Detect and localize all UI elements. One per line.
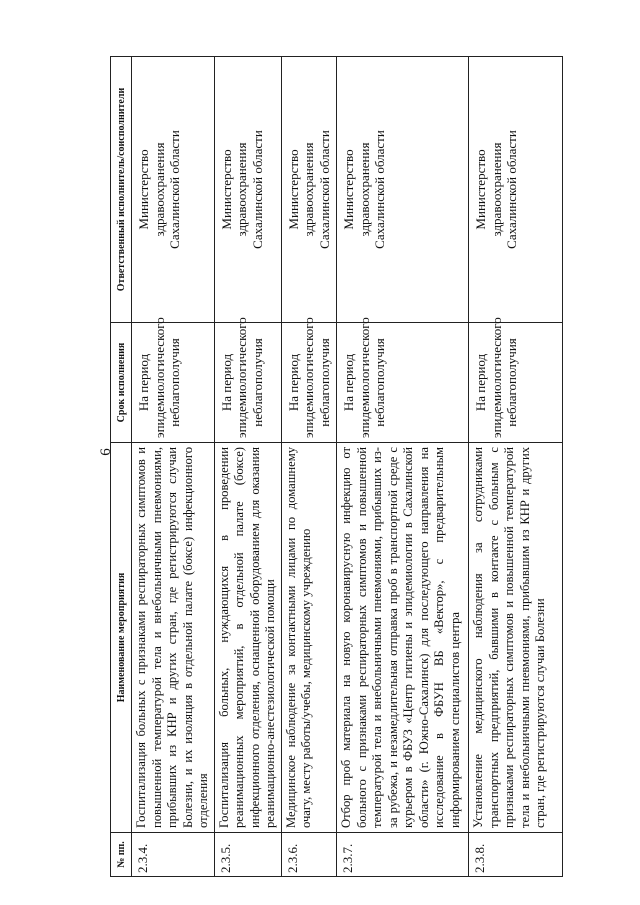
deadline-line: эпидемиологического (234, 317, 249, 438)
responsible-line: здравоохранения (356, 142, 372, 237)
deadline-line: На период (341, 353, 356, 412)
measure-name: Госпитализация больных, нуждающихся в проведении реанимационных мероприятий, в отдельной палате (боксе) инфекционного отделения, оснащенной оборудованием для оказания реанимационно-анестезиологической помощи (214, 443, 281, 833)
responsible-line: Сахалинской области (504, 130, 519, 249)
deadline (281, 317, 337, 443)
deadline-line: неблагополучия (167, 338, 182, 427)
table-row (469, 57, 563, 877)
measures-table (110, 56, 563, 877)
responsible-line: Сахалинской области (372, 130, 387, 249)
table-row (337, 57, 469, 877)
measure-name: Медицинское наблюдение за контактными лицами по домашнему очагу, месту работы/учебы, медицинскому учреждению (281, 443, 337, 833)
deadline (469, 317, 563, 443)
responsible-line: Сахалинской области (249, 130, 265, 249)
deadline (214, 317, 281, 443)
row-number: 2.3.8. (469, 833, 563, 877)
responsible (337, 57, 469, 323)
measure-name: Установление медицинского наблюдения за сотрудниками транспортных предприятий, бывшими в контакте с больным с признаками респираторных симптомов и повышенной температурой тела и внебольничными пневмониями, прибывшим из КНР и других стран, где регистрируются случаи Болезни (469, 443, 563, 833)
header-measure-name: Наименование мероприятия (111, 443, 132, 833)
deadline-line: неблагополучия (372, 338, 387, 427)
deadline-line: На период (285, 353, 301, 412)
responsible-line: Министерство (473, 149, 488, 230)
measure-name: Отбор проб материала на новую коронавирусную инфекцию от больного с признаками респираторных симптомов и повышенной температурой тела и внебольничными пневмониями, прибывших из-за рубежа, и незамедлительная отправка проб в транспортной среде с курьером в ФБУЗ «Центр гигиены и эпидемиологии в Сахалинской области» (г. Южно-Сахалинск) для последующего направления на исследование в ФБУН ВБ «Вектор», с предварительным информированием специалистов центра (337, 443, 469, 833)
responsible-line: Министерство (136, 149, 151, 230)
rotated-page-content (110, 57, 547, 877)
deadline-line: На период (473, 353, 488, 412)
table-header-row (111, 57, 132, 877)
deadline-line: эпидемиологического (151, 317, 167, 438)
deadline (337, 317, 469, 443)
deadline-line: На период (136, 353, 151, 412)
table-row (132, 57, 215, 877)
deadline-line: эпидемиологического (301, 317, 316, 438)
row-number: 2.3.6. (281, 833, 337, 877)
row-number: 2.3.4. (132, 833, 215, 877)
deadline-line: неблагополучия (316, 338, 332, 427)
header-number: № пп. (111, 833, 132, 877)
responsible-line: Министерство (285, 149, 301, 230)
responsible (469, 57, 563, 323)
responsible-line: здравоохранения (234, 142, 249, 237)
deadline-line: неблагополучия (504, 338, 519, 427)
responsible-line: Сахалинской области (167, 130, 182, 249)
row-number: 2.3.5. (214, 833, 281, 877)
responsible-line: Сахалинской области (316, 130, 332, 249)
responsible-line: здравоохранения (488, 142, 504, 237)
table-row (214, 57, 281, 877)
page-number: 6 (98, 448, 114, 456)
responsible (281, 57, 337, 323)
responsible (214, 57, 281, 323)
deadline-line: эпидемиологического (488, 317, 504, 438)
responsible-line: здравоохранения (301, 142, 316, 237)
deadline (132, 317, 215, 443)
measure-name: Госпитализация больных с признаками респираторных симптомов и повышенной температурой тела и внебольничными пневмониями, прибывших из КНР и других стран, где регистрируются случаи Болезни, и их изоляция в отдельной палате (боксе) инфекционного отделения (132, 443, 215, 833)
deadline-line: На период (218, 353, 234, 412)
deadline-line: неблагополучия (249, 338, 265, 427)
responsible-line: Министерство (341, 149, 356, 230)
header-responsible: Ответственный исполнитель/соисполнители (111, 57, 132, 323)
responsible (132, 57, 215, 323)
row-number: 2.3.7. (337, 833, 469, 877)
deadline-line: эпидемиологического (356, 317, 372, 438)
responsible-line: Министерство (218, 149, 234, 230)
header-deadline: Срок исполнения (111, 323, 132, 443)
responsible-line: здравоохранения (151, 142, 167, 237)
table-row (281, 57, 337, 877)
